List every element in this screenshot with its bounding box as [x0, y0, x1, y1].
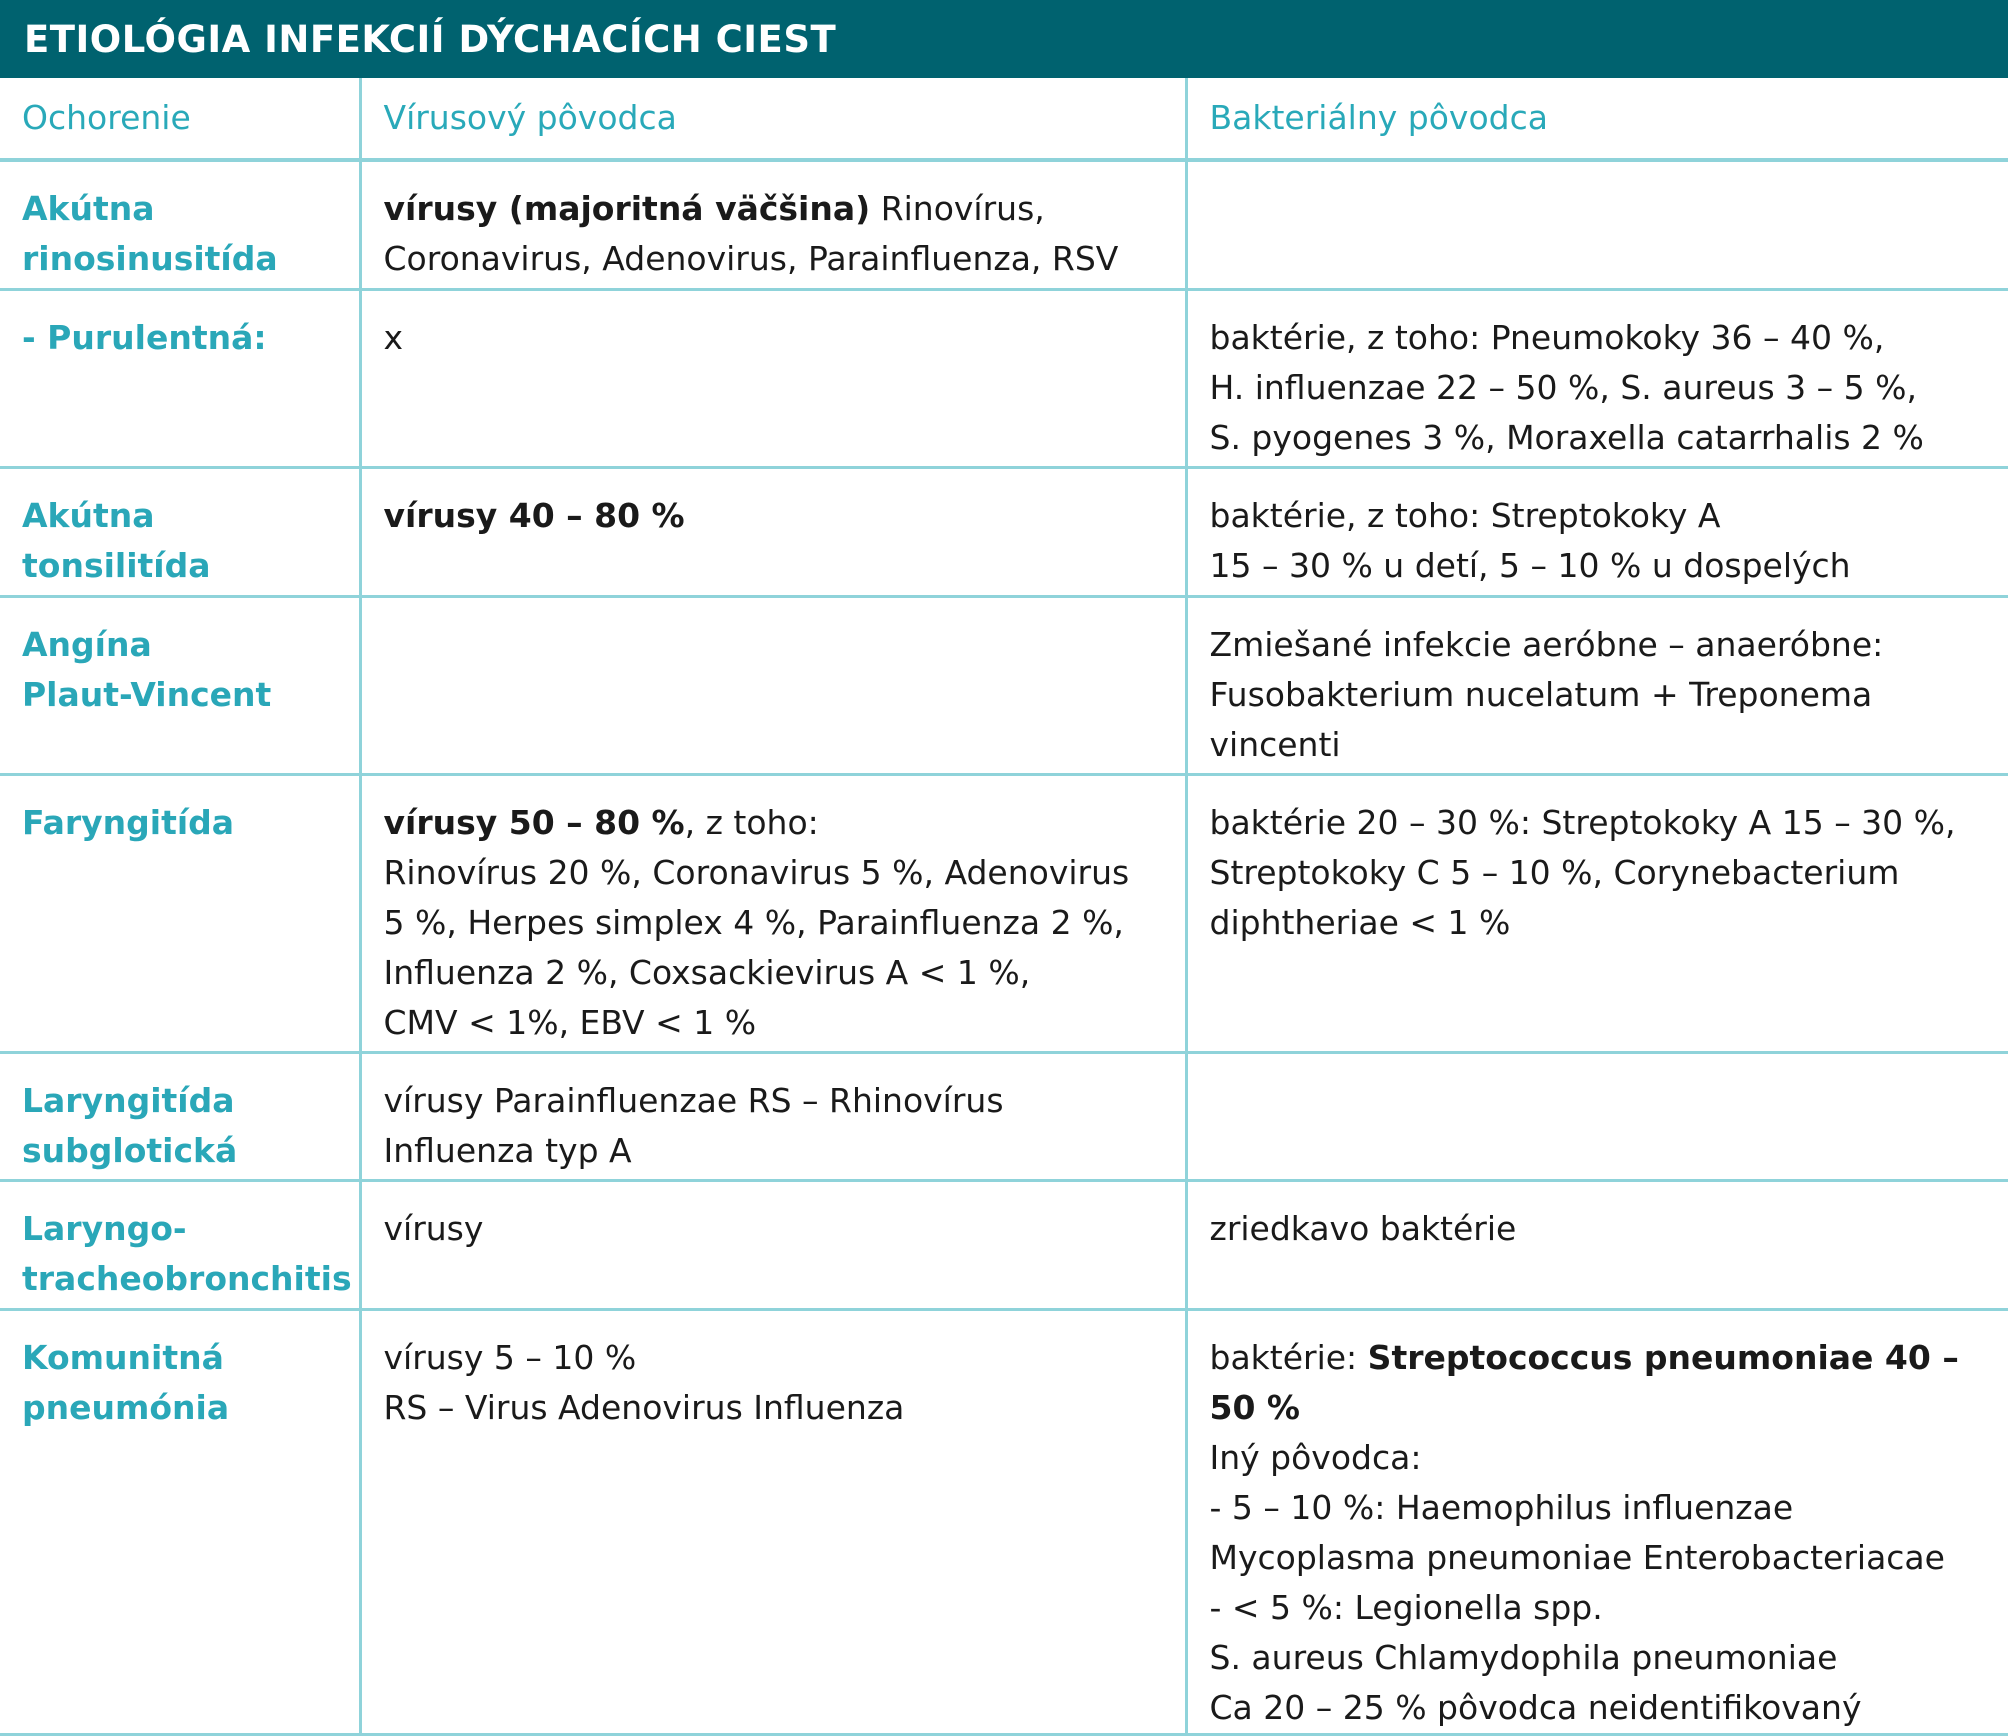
bacterial-text-line	[1210, 620, 1989, 670]
bacterial-text-line	[1210, 720, 1989, 770]
bacterial-text-line	[1210, 1204, 1989, 1254]
disease-name-line: tracheobronchitis	[22, 1258, 352, 1298]
table-row	[0, 467, 2008, 596]
disease-name-line: Faryngitída	[22, 802, 235, 842]
table-row	[0, 160, 2008, 289]
table-title: ETIOLÓGIA INFEKCIÍ DÝCHACÍCH CIEST	[0, 0, 2008, 78]
table-row	[0, 289, 2008, 467]
disease-name-line: pneumónia	[22, 1387, 230, 1427]
bacterial-cause-cell	[1186, 1309, 2008, 1734]
viral-text-line	[384, 848, 1165, 898]
viral-text-line	[384, 234, 1165, 284]
regular-text: S. aureus Chlamydophila pneumoniae	[1209, 1637, 1838, 1677]
viral-text-line	[384, 998, 1165, 1048]
regular-text: CMV < 1%, EBV < 1 %	[383, 1002, 757, 1042]
viral-cause-cell	[360, 596, 1186, 774]
disease-name-line: subglotická	[22, 1130, 238, 1170]
etiology-table	[0, 78, 2008, 1736]
regular-text: vírusy Parainfluenzae RS – Rhinovírus	[383, 1080, 1004, 1120]
disease-name-line: Akútna tonsilitída	[22, 495, 211, 585]
bacterial-text-line	[1210, 848, 1989, 898]
table-row	[0, 1052, 2008, 1180]
table-row	[0, 774, 2008, 1052]
disease-name-line: - Purulentná:	[22, 317, 267, 357]
viral-text-line	[384, 1076, 1165, 1126]
viral-cause-cell	[360, 467, 1186, 596]
bold-text: vírusy 50 – 80 %	[383, 802, 685, 842]
viral-text-line	[384, 798, 1165, 848]
regular-text: x	[383, 317, 404, 357]
bold-text: vírusy 40 – 80 %	[383, 495, 685, 535]
bacterial-cause-cell	[1186, 1052, 2008, 1180]
table-row	[0, 1309, 2008, 1734]
regular-text: Influenza 2 %, Coxsackievirus A < 1 %,	[383, 952, 1031, 992]
bacterial-text-line	[1210, 313, 1989, 363]
regular-text: baktérie 20 – 30 %: Streptokoky A 15 – 30 %,	[1209, 802, 1956, 842]
regular-text: H. influenzae 22 – 50 %, S. aureus 3 – 5 %,	[1209, 367, 1917, 407]
disease-cell	[0, 467, 360, 596]
viral-cause-cell	[360, 1309, 1186, 1734]
regular-text: RS – Virus Adenovirus Influenza	[383, 1387, 905, 1427]
viral-text-line	[384, 491, 1165, 541]
bacterial-text-line	[1210, 898, 1989, 948]
viral-cause-cell	[360, 1052, 1186, 1180]
bacterial-text-line	[1210, 363, 1989, 413]
disease-cell	[0, 160, 360, 289]
bacterial-cause-cell	[1186, 160, 2008, 289]
regular-text: Ca 20 – 25 % pôvodca neidentifikovaný	[1209, 1687, 1862, 1727]
regular-text: 5 %, Herpes simplex 4 %, Parainfluenza 2 %,	[383, 902, 1124, 942]
disease-name-line: Laryngo-	[22, 1208, 187, 1248]
regular-text: baktérie:	[1209, 1337, 1368, 1377]
viral-text-line	[384, 1126, 1165, 1176]
column-header-viral: Vírusový pôvodca	[360, 78, 1186, 160]
disease-name-line: Angína	[22, 624, 152, 664]
bacterial-text-line	[1210, 1583, 1989, 1633]
viral-text-line	[384, 1383, 1165, 1433]
viral-cause-cell	[360, 160, 1186, 289]
viral-text-line	[384, 313, 1165, 363]
regular-text: vírusy 5 – 10 %	[383, 1337, 637, 1377]
disease-cell	[0, 774, 360, 1052]
viral-text-line	[384, 898, 1165, 948]
bacterial-cause-cell	[1186, 1180, 2008, 1309]
regular-text: diphtheriae < 1 %	[1209, 902, 1511, 942]
bacterial-text-line	[1210, 413, 1989, 463]
regular-text: vincenti	[1209, 724, 1341, 764]
viral-text-line	[384, 1333, 1165, 1383]
viral-cause-cell	[360, 774, 1186, 1052]
regular-text: baktérie, z toho: Pneumokoky 36 – 40 %,	[1209, 317, 1885, 357]
regular-text: zriedkavo baktérie	[1209, 1208, 1517, 1248]
bacterial-cause-cell	[1186, 467, 2008, 596]
regular-text: S. pyogenes 3 %, Moraxella catarrhalis 2 %	[1209, 417, 1924, 457]
bacterial-cause-cell	[1186, 596, 2008, 774]
bold-text: Streptococcus pneumoniae 40 – 50 %	[1209, 1337, 1959, 1427]
regular-text: Fusobakterium nucelatum + Treponema	[1209, 674, 1873, 714]
viral-cause-cell	[360, 289, 1186, 467]
bacterial-cause-cell	[1186, 289, 2008, 467]
regular-text: Rinovírus 20 %, Coronavirus 5 %, Adenovirus	[383, 852, 1130, 892]
viral-cause-cell	[360, 1180, 1186, 1309]
disease-name-line: Plaut-Vincent	[22, 674, 272, 714]
bold-text: vírusy (majoritná väčšina)	[383, 189, 871, 228]
regular-text: Rinovírus,	[870, 189, 1045, 228]
disease-cell	[0, 1180, 360, 1309]
header-row	[0, 78, 2008, 160]
bacterial-text-line	[1210, 1483, 1989, 1533]
bacterial-text-line	[1210, 1433, 1989, 1483]
regular-text: Influenza typ A	[383, 1130, 632, 1170]
regular-text: Coronavirus, Adenovirus, Parainfluenza, RSV	[383, 239, 1119, 278]
disease-cell	[0, 289, 360, 467]
bacterial-text-line	[1210, 491, 1989, 541]
bacterial-text-line	[1210, 798, 1989, 848]
regular-text: Streptokoky C 5 – 10 %, Corynebacterium	[1209, 852, 1900, 892]
viral-text-line	[384, 1204, 1165, 1254]
table-row	[0, 1180, 2008, 1309]
regular-text: - < 5 %: Legionella spp.	[1209, 1587, 1603, 1627]
disease-name-line: Komunitná	[22, 1337, 224, 1377]
bacterial-text-line	[1210, 1333, 1989, 1433]
regular-text: Zmiešané infekcie aeróbne – anaeróbne:	[1209, 624, 1884, 664]
viral-text-line	[384, 948, 1165, 998]
disease-cell	[0, 1052, 360, 1180]
regular-text: baktérie, z toho: Streptokoky A	[1209, 495, 1721, 535]
column-header-bacterial: Bakteriálny pôvodca	[1186, 78, 2008, 160]
disease-cell	[0, 596, 360, 774]
column-header-disease: Ochorenie	[0, 78, 360, 160]
regular-text: vírusy	[383, 1208, 484, 1248]
regular-text: Mycoplasma pneumoniae Enterobacteriacae	[1209, 1537, 1945, 1577]
bacterial-text-line	[1210, 670, 1989, 720]
bacterial-text-line	[1210, 1683, 1989, 1733]
disease-name-line: rinosinusitída	[22, 239, 278, 278]
disease-name-line: Akútna	[22, 189, 155, 228]
bacterial-text-line	[1210, 1633, 1989, 1683]
viral-text-line	[384, 184, 1165, 234]
bacterial-cause-cell	[1186, 774, 2008, 1052]
regular-text: Iný pôvodca:	[1209, 1437, 1422, 1477]
bacterial-text-line	[1210, 541, 1989, 591]
disease-cell	[0, 1309, 360, 1734]
regular-text: 15 – 30 % u detí, 5 – 10 % u dospelých	[1209, 545, 1851, 585]
disease-name-line: Laryngitída	[22, 1080, 235, 1120]
table-row	[0, 596, 2008, 774]
regular-text: - 5 – 10 %: Haemophilus influenzae	[1209, 1487, 1794, 1527]
regular-text: , z toho:	[684, 802, 819, 842]
bacterial-text-line	[1210, 1533, 1989, 1583]
